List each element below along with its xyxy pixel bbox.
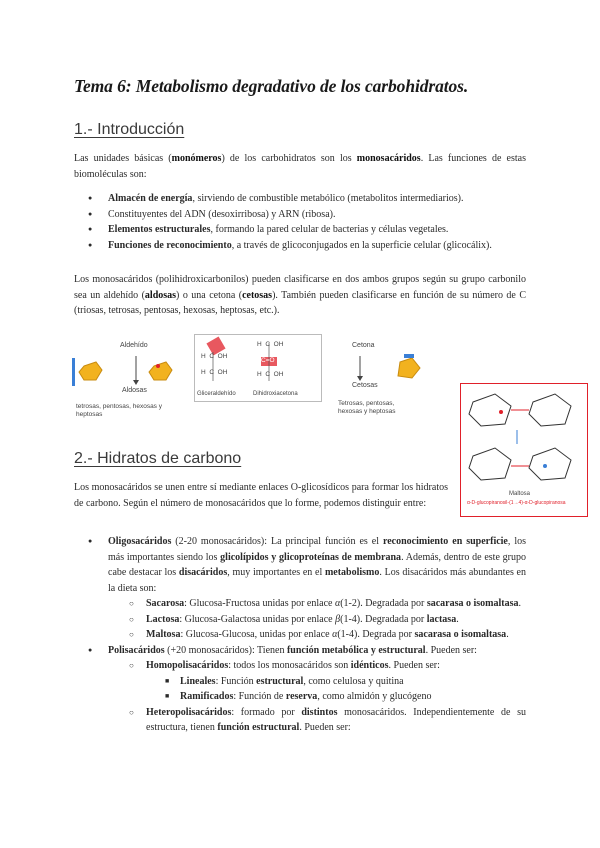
list-item: ● Funciones de reconocimiento, a través de glicoconjugados en la superficie celular (glicocálix). [108,238,526,254]
list-item: ○ Lactosa: Glucosa-Galactosa unidas por enlace β(1-4). Degradada por lactasa. [146,612,526,628]
homo-types-list [180,674,520,705]
list-item: ■ Lineales: Función estructural, como celulosa y quitina [180,674,520,690]
list-item: ● Elementos estructurales, formando la pared celular de bacterias y células vegetales. [108,222,526,238]
ketose-figure [334,340,444,420]
glyceraldehyde-caption: Gliceraldehído [197,391,236,397]
polysaccharide-types-list [146,658,526,736]
list-item-polysaccharides: ● Polisacáridos (+20 monosacáridos): Tienen función metabólica y estructural. Pueden ser: ○ Homopolisacáridos: todos los monosacáridos son idénticos. Pueden ser: ■ Lineales: Función estructural, como celulosa y quitina ■ Ramificados: Función de reserva, como almidón y glucógeno ○ Heteropolisacáridos: formado por distintos monosacáridos. Independientemente de su estructura, tienen función estructural. Pueden ser: [108,643,526,736]
ring-subcaption: α-D-glucopiranosil-(1→4)-α-D-glucopiranosa [467,500,566,506]
list-item: ● Almacén de energía, sirviendo de combustible metabólico (metabolitos intermediarios). [108,191,526,207]
classification-paragraph: Los monosacáridos (polihidroxicarbonilos) pueden clasificarse en dos ambos grupos según su grupo carbonilo sea un aldehído (aldosas) o una cetona (cetosas). También pueden clasificarse en función de su número de C (triosas, tetrosas, pentosas, hexosas, heptosas, etc.). [74,274,526,316]
structure-figure: H C OH H C OH H C OH C=O H C OH Gliceraldehído Dihidroxiacetona [194,334,322,402]
carbohydrate-types-list [108,534,526,736]
disaccharides-list [146,596,526,643]
intro-paragraph: Las unidades básicas (monómeros) de los carbohidratos son los monosacáridos. Las funciones de estas biomoléculas son: [74,153,526,180]
section-2-intro: Los monosacáridos se unen entre sí mediante enlaces O-glicosídicos para formar los hidratos de carbono. Según el número de monosacáridos que lo forme, podemos distinguir entre: [74,482,448,509]
section-2-heading: 2.- Hidratos de carbono [74,450,242,467]
aldose-caption: tetrosas, pentosas, hexosas y heptosas [76,403,162,418]
dihydroxyacetone-caption: Dihidroxiacetona [253,391,298,397]
ketose-diagram [334,340,444,392]
list-item: ■ Ramificados: Función de reserva, como almidón y glucógeno [180,689,520,705]
list-item-oligosaccharides: ● Oligosacáridos (2-20 monosacáridos): La principal función es el reconocimiento en superficie, los más importantes siendo los glicolípidos y glicoproteínas de membrana. Además, dentro de este grupo cabe destacar los disacáridos, muy importantes en el metabolismo. Los disacáridos más abundantes en la dieta son: ○ Sacarosa: Glucosa-Fructosa unidas por enlace α(1-2). Degradada por sacarasa o isomaltasa. ○ Lactosa: Glucosa-Galactosa unidas por enlace β(1-4). Degradada por lactasa. ○ Maltosa: Glucosa-Glucosa, unidas por enlace α(1-4). Degrada por sacarasa o isomaltasa. [108,534,526,643]
list-item-homopolysaccharides: ○ Homopolisacáridos: todos los monosacáridos son idénticos. Pueden ser: ■ Lineales: Función estructural, como celulosa y quitina ■ Ramificados: Función de reserva, como almidón y glucógeno [146,658,526,705]
ketose-caption: Tetrosas, pentosas, hexosas y heptosas [338,400,396,415]
ring-figure [460,383,588,517]
list-item: ● Constituyentes del ADN (desoxirribosa) y ARN (ribosa). [108,207,526,223]
ketone-label: Cetona [352,342,375,349]
functions-list [108,191,526,253]
ring-caption: Maltosa [509,491,531,497]
aldehyde-label: Aldehído [120,342,148,349]
aldose-label: Aldosas [122,387,147,394]
list-item-heteropolysaccharides: ○ Heteropolisacáridos: formado por distintos monosacáridos. Independientemente de su estructura, tienen función estructural. Pueden ser: [146,705,526,736]
list-item: ○ Maltosa: Glucosa-Glucosa, unidas por enlace α(1-4). Degrada por sacarasa o isomaltasa. [146,627,526,643]
page-title: Tema 6: Metabolismo degradativo de los carbohidratos. [74,76,469,96]
aldose-figure [72,340,188,420]
ring-diagram [461,384,587,496]
list-item: ○ Sacarosa: Glucosa-Fructosa unidas por enlace α(1-2). Degradada por sacarasa o isomaltasa. [146,596,526,612]
section-1-heading: 1.- Introducción [74,121,185,138]
ketose-label: Cetosas [352,382,378,389]
